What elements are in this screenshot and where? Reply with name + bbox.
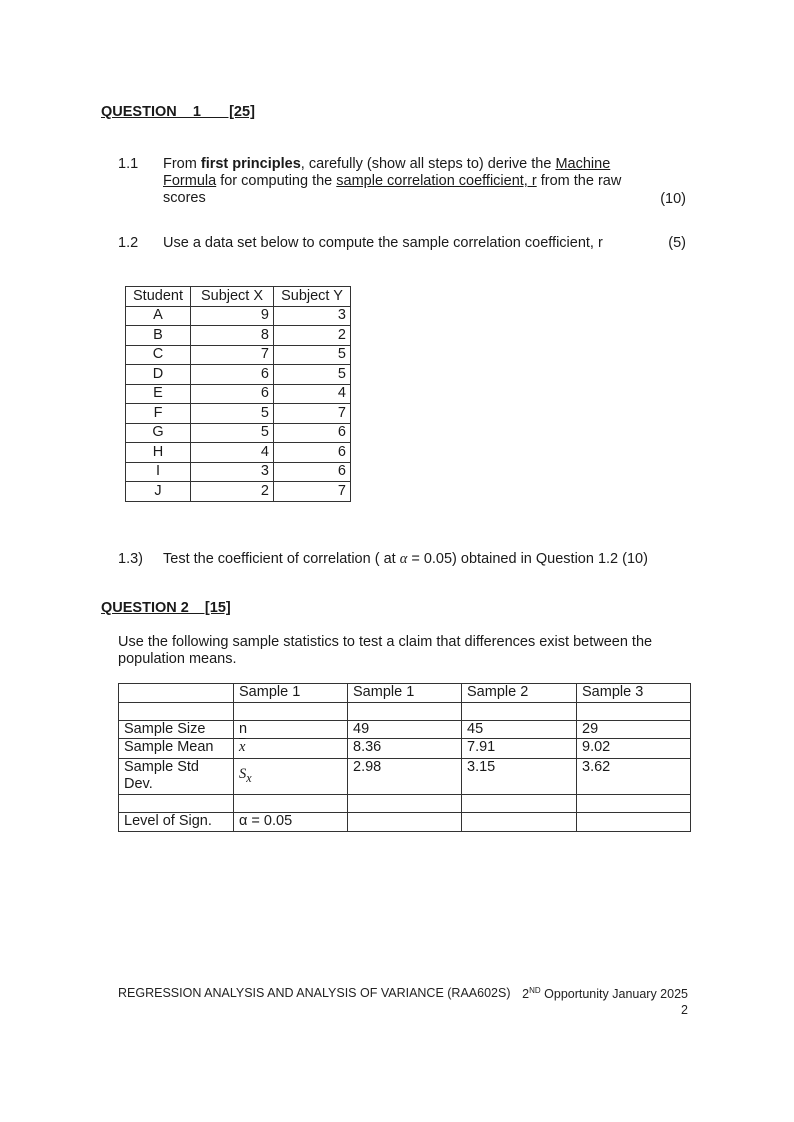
header-cell: Sample 1 <box>348 684 462 703</box>
symbol-cell: n <box>234 721 348 739</box>
header-cell: Sample 1 <box>234 684 348 703</box>
subject-x-cell: 5 <box>191 404 274 424</box>
student-cell: B <box>126 326 191 346</box>
symbol-cell <box>234 759 348 795</box>
subject-y-cell: 7 <box>274 404 351 424</box>
subject-y-cell: 2 <box>274 326 351 346</box>
table-row <box>126 326 351 346</box>
header-student: Student <box>126 287 191 307</box>
s-x-symbol: $S_x$ <box>239 766 252 785</box>
student-cell: F <box>126 404 191 424</box>
subject-y-cell: 3 <box>274 306 351 326</box>
row-label: Sample Mean <box>119 739 234 759</box>
item-number: 1.3) <box>118 551 143 567</box>
student-cell: J <box>126 482 191 502</box>
table-row: Sample Size n 49 45 29 <box>119 721 691 739</box>
subject-y-cell: 5 <box>274 345 351 365</box>
student-cell: H <box>126 443 191 463</box>
table-row <box>119 795 691 813</box>
question-2-intro: Use the following sample statistics to test a claim that differences exist between the population means. <box>118 634 653 667</box>
question-1-heading: QUESTION 1 [25] <box>101 104 255 120</box>
subject-y-cell: 6 <box>274 462 351 482</box>
item-number: 1.2 <box>118 235 139 251</box>
table-row <box>126 423 351 443</box>
table-row: Sample Mean $\overline{x}$ 8.36 7.91 9.02 <box>119 739 691 759</box>
item-number: 1.1 <box>118 156 139 172</box>
table-row <box>119 703 691 721</box>
subject-x-cell: 6 <box>191 384 274 404</box>
table-row <box>126 404 351 424</box>
student-cell: I <box>126 462 191 482</box>
header-subject-y: Subject Y <box>274 287 351 307</box>
item-marks: (10) <box>660 191 686 207</box>
subject-x-cell: 9 <box>191 306 274 326</box>
row-label: Sample Std Dev. <box>119 759 234 795</box>
header-cell <box>119 684 234 703</box>
subject-y-cell: 6 <box>274 423 351 443</box>
alpha-symbol: α <box>399 551 408 567</box>
item-text: Test the coefficient of correlation ( at α = 0.05) obtained in Question 1.2 (10) <box>163 551 648 567</box>
table-header-row <box>119 684 691 703</box>
subject-x-cell: 2 <box>191 482 274 502</box>
subject-x-cell: 8 <box>191 326 274 346</box>
header-subject-x: Subject X <box>191 287 274 307</box>
table-row <box>126 345 351 365</box>
footer-opportunity: 2ND Opportunity January 2025 <box>522 986 688 1002</box>
table-row <box>119 813 691 832</box>
subject-y-cell: 6 <box>274 443 351 463</box>
item-text: From first principles, carefully (show all steps to) derive the Machine Formula for computing the sample correlation coefficient, r from the raw scores <box>163 156 622 206</box>
subject-y-cell: 7 <box>274 482 351 502</box>
row-label: Sample Size <box>119 721 234 739</box>
table-row: Sample Std Dev. $S_x$ 2.98 3.15 3.62 <box>119 759 691 795</box>
table-header-row <box>126 287 351 307</box>
table-row <box>126 384 351 404</box>
header-cell: Sample 2 <box>462 684 577 703</box>
table-row <box>126 482 351 502</box>
sample-statistics-table <box>118 683 691 832</box>
table-row <box>126 306 351 326</box>
item-marks: (5) <box>668 235 686 251</box>
student-cell: E <box>126 384 191 404</box>
correlation-data-table <box>125 286 351 502</box>
table-row <box>126 365 351 385</box>
subject-x-cell: 5 <box>191 423 274 443</box>
subject-x-cell: 4 <box>191 443 274 463</box>
footer-course-title: REGRESSION ANALYSIS AND ANALYSIS OF VARIANCE (RAA602S) <box>118 986 511 1000</box>
subject-y-cell: 4 <box>274 384 351 404</box>
subject-x-cell: 7 <box>191 345 274 365</box>
student-cell: C <box>126 345 191 365</box>
student-cell: D <box>126 365 191 385</box>
student-cell: A <box>126 306 191 326</box>
x-bar-symbol: $\overline{x}$ <box>239 739 246 755</box>
header-cell: Sample 3 <box>577 684 691 703</box>
subject-x-cell: 3 <box>191 462 274 482</box>
table-row <box>126 443 351 463</box>
subject-x-cell: 6 <box>191 365 274 385</box>
row-label: Level of Sign. <box>119 813 234 832</box>
significance-level: α = 0.05 <box>234 813 348 832</box>
table-row <box>126 462 351 482</box>
item-text: Use a data set below to compute the sample correlation coefficient, r <box>163 235 603 251</box>
subject-y-cell: 5 <box>274 365 351 385</box>
symbol-cell <box>234 739 348 759</box>
question-2-heading: QUESTION 2 [15] <box>101 600 231 616</box>
student-cell: G <box>126 423 191 443</box>
page-number: 2 <box>681 1003 688 1017</box>
